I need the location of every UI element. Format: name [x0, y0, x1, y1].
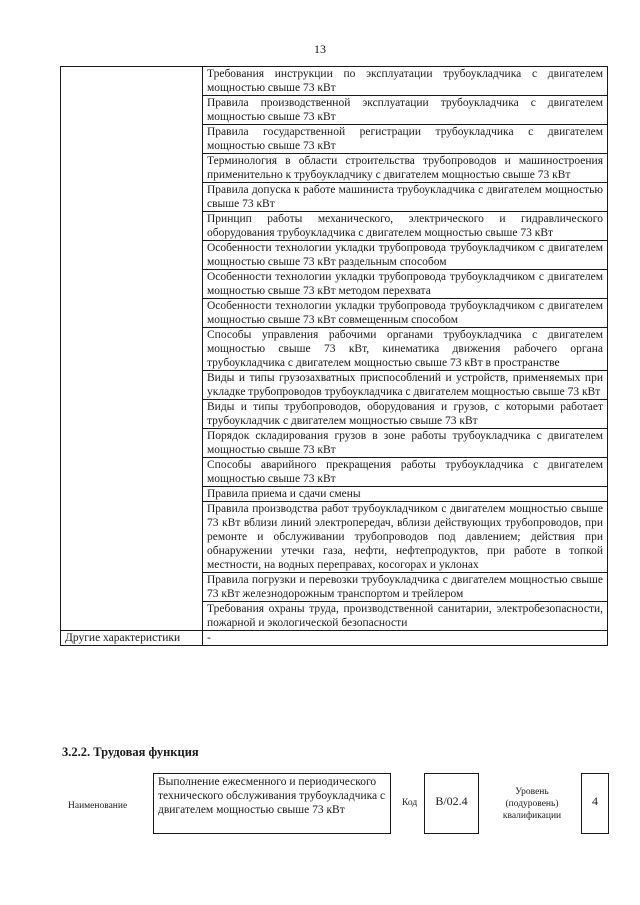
knowledge-table [60, 66, 608, 646]
requirement-cell: Правила приема и сдачи смены [203, 487, 608, 502]
page-number: 13 [314, 42, 326, 56]
table-left-cell [61, 67, 203, 631]
name-label: Наименование [68, 801, 128, 811]
requirement-cell: Принцип работы механического, электрического и гидравлического оборудования трубоукладчика с двигателем мощностью свыше 73 кВт [203, 212, 608, 241]
requirement-cell: Правила производственной эксплуатации трубоукладчика с двигателем мощностью свыше 73 кВт [203, 96, 608, 125]
table-row-other [61, 631, 608, 646]
section-title: 3.2.2. Трудовая функция [62, 745, 199, 759]
qualification-level-box: 4 [581, 773, 609, 834]
function-name-box: Выполнение ежесменного и периодического технического обслуживания трубоукладчика с двигателем мощностью свыше 73 кВт [153, 773, 391, 834]
requirement-cell: Способы аварийного прекращения работы трубоукладчика с двигателем мощностью свыше 73 кВт [203, 458, 608, 487]
requirement-cell: Требования охраны труда, производственной санитарии, электробезопасности, пожарной и экологической безопасности [203, 602, 608, 631]
requirement-cell: Виды и типы грузозахватных приспособлений и устройств, применяемых при укладке трубопроводов трубоукладчика с двигателем мощностью свыше 73 кВт [203, 371, 608, 400]
requirement-cell: Порядок складирования грузов в зоне работы трубоукладчика с двигателем мощностью свыше 73 кВт [203, 429, 608, 458]
function-code-box: B/02.4 [424, 773, 479, 834]
other-characteristics-value: - [203, 631, 608, 646]
requirement-cell: Особенности технологии укладки трубопровода трубоукладчиком с двигателем мощностью свыше 73 кВт методом перехвата [203, 270, 608, 299]
requirement-cell: Требования инструкции по эксплуатации трубоукладчика с двигателем мощностью свыше 73 кВт [203, 67, 608, 96]
table-row [61, 67, 608, 96]
requirement-cell: Виды и типы трубопроводов, оборудования и грузов, с которыми работает трубоукладчик с двигателем мощностью свыше 73 кВт [203, 400, 608, 429]
requirement-cell: Способы управления рабочими органами трубоукладчика с двигателем мощностью свыше 73 кВт, кинематика движения рабочего органа трубоукладчика с двигателем мощностью свыше 73 кВт в пространстве [203, 328, 608, 371]
other-characteristics-label: Другие характеристики [61, 631, 203, 646]
requirement-cell: Правила допуска к работе машиниста трубоукладчика с двигателем мощностью свыше 73 кВт [203, 183, 608, 212]
requirement-cell: Правила государственной регистрации трубоукладчика с двигателем мощностью свыше 73 кВт [203, 125, 608, 154]
requirement-cell: Особенности технологии укладки трубопровода трубоукладчиком с двигателем мощностью свыше 73 кВт совмещенным способом [203, 299, 608, 328]
code-label: Код [402, 798, 418, 808]
requirement-cell: Правила погрузки и перевозки трубоукладчика с двигателем мощностью свыше 73 кВт железнодорожным транспортом и трейлером [203, 573, 608, 602]
qualification-level-label: Уровень (подуровень) квалификации [502, 787, 562, 821]
requirement-cell: Правила производства работ трубоукладчиком с двигателем мощностью свыше 73 кВт вблизи линий электропередач, вблизи действующих трубопроводов, при ремонте и обслуживании трубопроводов под давлением; действия при обнаружении утечки газа, нефти, нефтепродуктов, при работе в топкой местности, на водных переправах, косогорах и уклонах [203, 502, 608, 573]
requirement-cell: Терминология в области строительства трубопроводов и машиностроения применительно к трубоукладчику с двигателем мощностью свыше 73 кВт [203, 154, 608, 183]
requirement-cell: Особенности технологии укладки трубопровода трубоукладчиком с двигателем мощностью свыше 73 кВт раздельным способом [203, 241, 608, 270]
